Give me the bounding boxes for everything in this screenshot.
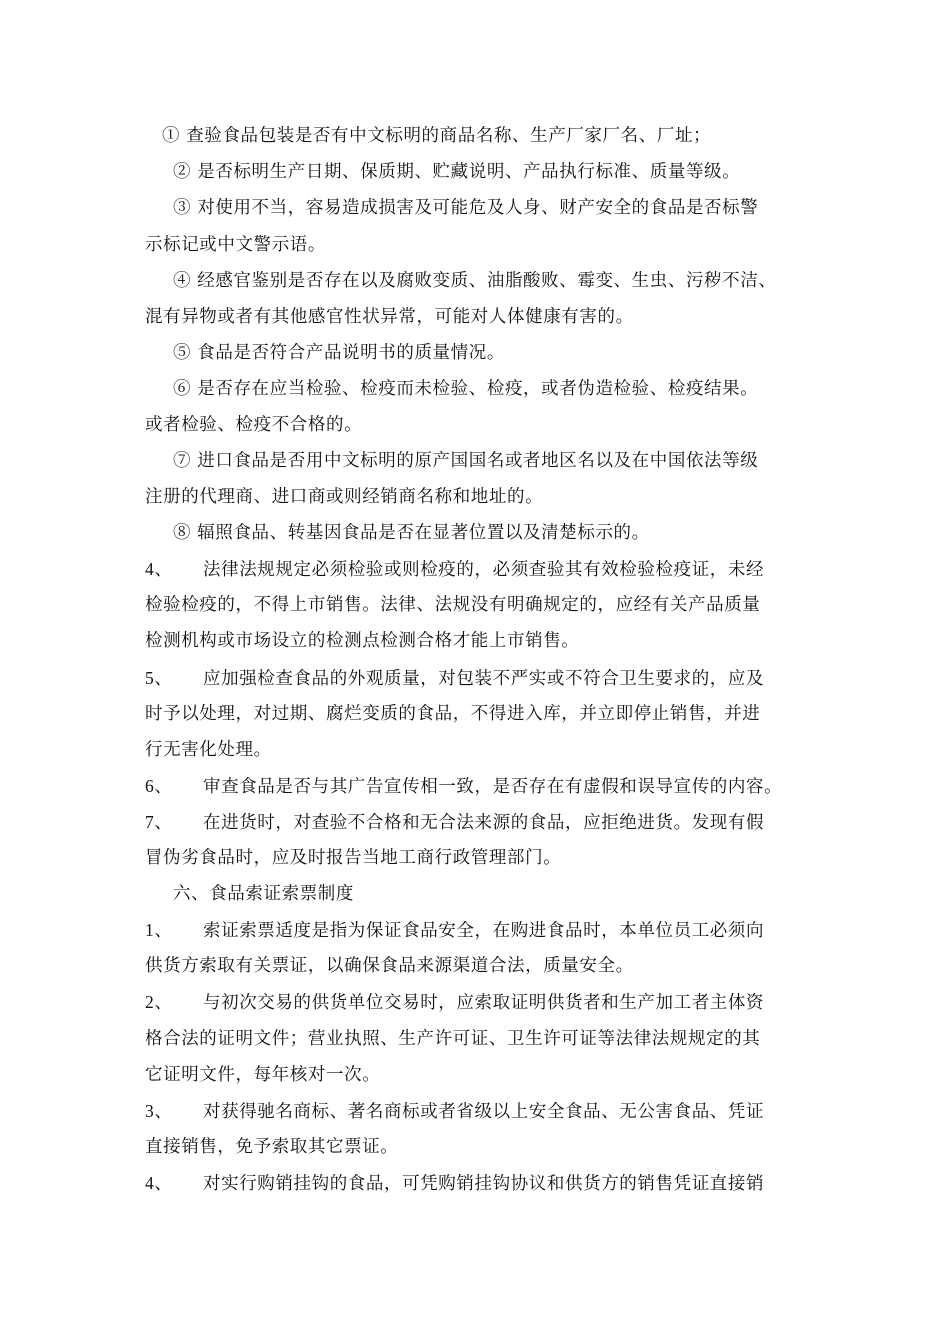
text-line: 审查食品是否与其广告宣传相一致，是否存在有虚假和误导宣传的内容。 <box>203 777 783 797</box>
text-line: 它证明文件，每年核对一次。 <box>145 1065 381 1085</box>
text-line: 示标记或中文警示语。 <box>145 235 326 255</box>
item-number: 4、 <box>145 1173 173 1193</box>
item-number: 7、 <box>145 812 173 832</box>
text-line: ② 是否标明生产日期、保质期、贮藏说明、产品执行标准、质量等级。 <box>173 162 741 182</box>
text-line: 混有异物或者有其他感官性状异常，可能对人体健康有害的。 <box>145 307 634 327</box>
item-number: 5、 <box>145 668 173 688</box>
text-line: 行无害化处理。 <box>145 740 272 760</box>
numbered-item <box>145 774 782 799</box>
text-line: 在进货时，对查验不合格和无合法来源的食品，应拒绝进货。发现有假 <box>203 813 765 833</box>
text-line: ① 查验食品包装是否有中文标明的商品名称、生产厂家厂名、厂址； <box>162 126 712 146</box>
text-line: ⑤ 食品是否符合产品说明书的质量情况。 <box>173 343 505 363</box>
text-line: 直接销售，免予索取其它票证。 <box>145 1137 399 1157</box>
text-line: ⑧ 辐照食品、转基因食品是否在显著位置以及清楚标示的。 <box>173 523 650 543</box>
text-line: 检验检疫的，不得上市销售。法律、法规没有明确规定的，应经有关产品质量 <box>145 595 761 615</box>
text-line: 对实行购销挂钩的食品，可凭购销挂钩协议和供货方的销售凭证直接销 <box>203 1174 765 1194</box>
text-line: ③ 对使用不当，容易造成损害及可能危及人身、财产安全的食品是否标警 <box>173 198 759 218</box>
text-line: 索证索票适度是指为保证食品安全，在购进食品时，本单位员工必须向 <box>203 921 765 941</box>
text-line: 法律法规规定必须检验或则检疫的，必须查验其有效检验检疫证，未经 <box>203 560 765 580</box>
item-number: 4、 <box>145 559 173 579</box>
item-number: 1、 <box>145 920 173 940</box>
numbered-item <box>145 990 764 1015</box>
text-line: 供货方索取有关票证，以确保食品来源渠道合法，质量安全。 <box>145 956 634 976</box>
text-line: ⑦ 进口食品是否用中文标明的原产国国名或者地区名以及在中国依法等级 <box>173 451 759 471</box>
text-line: 应加强检查食品的外观质量，对包装不严实或不符合卫生要求的，应及 <box>203 669 765 689</box>
item-number: 6、 <box>145 776 173 796</box>
item-number: 3、 <box>145 1101 173 1121</box>
numbered-item <box>145 918 764 943</box>
numbered-item <box>145 1171 764 1196</box>
text-line: ⑥ 是否存在应当检验、检疫而未检验、检疫，或者伪造检验、检疫结果。 <box>173 379 759 399</box>
section-heading: 六、食品索证索票制度 <box>173 884 354 904</box>
text-line: 检测机构或市场设立的检测点检测合格才能上市销售。 <box>145 631 580 651</box>
numbered-item <box>145 1099 764 1124</box>
text-line: 格合法的证明文件；营业执照、生产许可证、卫生许可证等法律法规规定的其 <box>145 1029 761 1049</box>
numbered-item <box>145 666 764 691</box>
text-line: 注册的代理商、进口商或则经销商名称和地址的。 <box>145 487 544 507</box>
text-line: 时予以处理，对过期、腐烂变质的食品，不得进入库，并立即停止销售，并进 <box>145 704 761 724</box>
text-line: 对获得驰名商标、著名商标或者省级以上安全食品、无公害食品、凭证 <box>203 1102 765 1122</box>
numbered-item <box>145 810 764 835</box>
text-line: 或者检验、检疫不合格的。 <box>145 415 363 435</box>
item-number: 2、 <box>145 992 173 1012</box>
text-line: 与初次交易的供货单位交易时，应索取证明供货者和生产加工者主体资 <box>203 993 765 1013</box>
text-line: ④ 经感官鉴别是否存在以及腐败变质、油脂酸败、霉变、生虫、污秽不洁、 <box>173 271 777 291</box>
text-line: 冒伪劣食品时，应及时报告当地工商行政管理部门。 <box>145 848 562 868</box>
numbered-item <box>145 557 764 582</box>
